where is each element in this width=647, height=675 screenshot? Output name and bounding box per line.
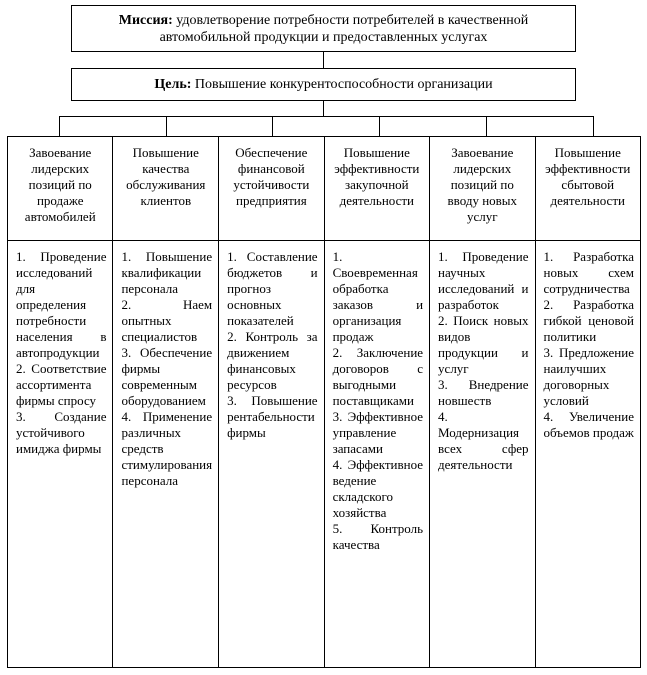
connector-bus: [59, 116, 593, 117]
objective-column-2: [112, 137, 218, 667]
connector-drop-1: [59, 116, 60, 136]
connector-drop-4: [379, 116, 380, 136]
task-item: 2. Поиск новых видов продукции и услуг: [438, 313, 529, 376]
task-item: 4. Эффективное ведение складского хозяйства: [332, 457, 424, 520]
objective-tasks-6: [536, 241, 640, 667]
task-item: 5. Контроль качества: [332, 521, 424, 552]
connector-drop-2: [166, 116, 167, 136]
task-item: 2. Разработка гибкой ценовой политики: [543, 297, 634, 344]
task-item: 2. Соответствие ассортимента фирмы спросу: [16, 361, 107, 408]
task-item: 3. Повышение рентабельности фирмы: [227, 393, 318, 440]
task-item: 4. Применение различных средств стимулирования персонала: [121, 409, 213, 488]
goal-label: Цель:: [154, 77, 192, 92]
mission-label: Миссия:: [118, 13, 173, 28]
objective-header-2: Повышение качества обслуживания клиентов: [113, 137, 218, 241]
connector-goal-bus: [323, 101, 324, 116]
objective-header-4: Повышение эффективности закупочной деятельности: [325, 137, 429, 241]
objective-column-5: [429, 137, 534, 667]
objective-tasks-1: [8, 241, 112, 667]
objective-tasks-4: [325, 241, 429, 667]
task-item: 4. Увеличение объемов продаж: [543, 409, 634, 440]
objective-tasks-3: [219, 241, 323, 667]
objective-header-1: Завоевание лидерских позиций по продаже автомобилей: [8, 137, 112, 241]
task-item: 3. Внедрение новшеств: [438, 377, 529, 408]
task-item: 2. Наем опытных специалистов: [121, 297, 213, 344]
task-item: 1. Своевременная обработка заказов и организация продаж: [332, 249, 424, 344]
objective-header-5: Завоевание лидерских позиций по вводу новых услуг: [430, 137, 534, 241]
task-item: 1. Проведение исследований для определения потребности населения в автопродукции: [16, 249, 107, 360]
task-item: 1. Повышение квалификации персонала: [121, 249, 213, 296]
objective-tasks-2: [113, 241, 218, 667]
task-item: 4. Модернизация всех сфер деятельности: [438, 409, 529, 472]
objective-column-3: [218, 137, 323, 667]
goal-box: [71, 68, 576, 101]
objective-column-1: [8, 137, 112, 667]
objective-header-6: Повышение эффективности сбытовой деятельности: [536, 137, 640, 241]
task-item: 1. Проведение научных исследований и разработок: [438, 249, 529, 312]
goal-text: Повышение конкурентоспособности организации: [194, 77, 493, 92]
objective-column-6: [535, 137, 640, 667]
objective-tasks-5: [430, 241, 534, 667]
connector-drop-6: [593, 116, 594, 136]
objective-header-3: Обеспечение финансовой устойчивости предприятия: [219, 137, 323, 241]
connector-drop-5: [486, 116, 487, 136]
mission-box: [71, 5, 576, 52]
connector-drop-3: [272, 116, 273, 136]
objectives-table: [7, 136, 641, 668]
task-item: 2. Контроль за движением финансовых ресурсов: [227, 329, 318, 392]
task-item: 3. Обеспечение фирмы современным оборудованием: [121, 345, 213, 408]
task-item: 3. Предложение наилучших договорных условий: [543, 345, 634, 408]
objective-column-4: [324, 137, 429, 667]
task-item: 2. Заключение договоров с выгодными поставщиками: [332, 345, 424, 408]
task-item: 3. Создание устойчивого имиджа фирмы: [16, 409, 107, 456]
mission-text: удовлетворение потребности потребителей в качественной автомобильной продукции и предоставленных услугах: [159, 13, 529, 45]
task-item: 1. Разработка новых схем сотрудничества: [543, 249, 634, 296]
connector-mission-goal: [323, 52, 324, 68]
task-item: 1. Составление бюджетов и прогноз основных показателей: [227, 249, 318, 328]
task-item: 3. Эффективное управление запасами: [332, 409, 424, 456]
